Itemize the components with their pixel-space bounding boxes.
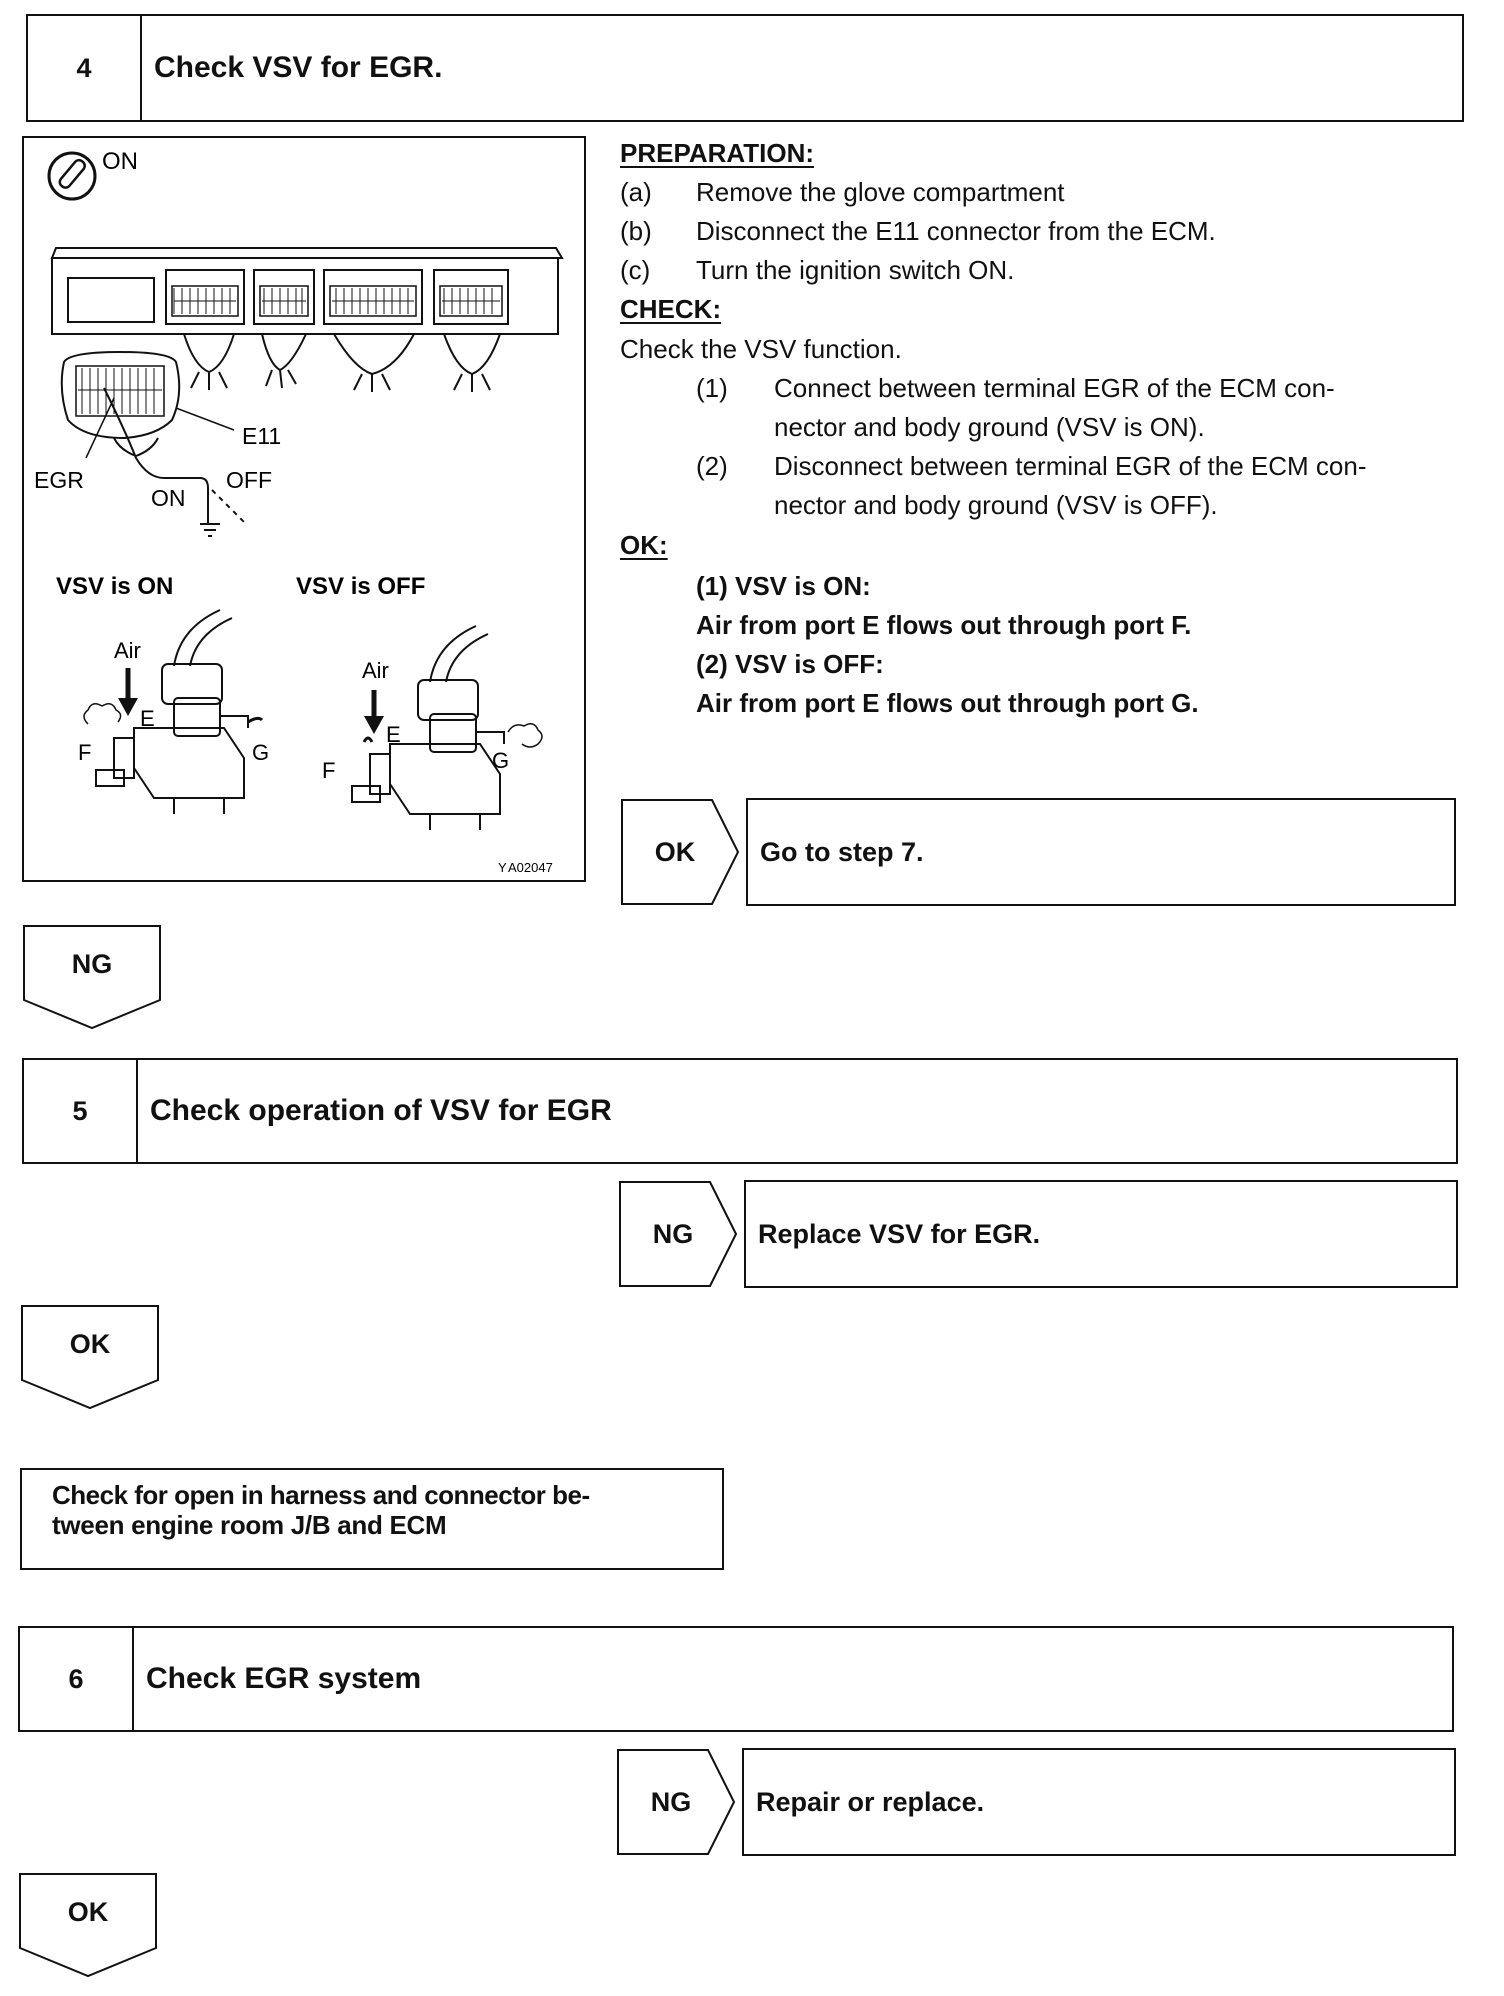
egr-terminal-label: EGR [34, 467, 84, 493]
port-e-label: E [386, 722, 401, 747]
check-text-2b: nector and body ground (VSV is OFF). [774, 490, 1218, 520]
port-e-label: E [140, 706, 155, 731]
check-intro: Check the VSV function. [620, 334, 902, 364]
ok-heading: OK: [620, 530, 668, 560]
ok-line-2: Air from port E flows out through port F. [696, 610, 1192, 640]
port-f-label: F [322, 758, 336, 783]
prep-mark-b: (b) [620, 216, 652, 246]
ok-line-3: (2) VSV is OFF: [696, 649, 884, 679]
prep-text-b: Disconnect the E11 connector from the ECM. [696, 216, 1216, 246]
step-6-header [18, 1626, 1454, 1732]
air-label: Air [114, 638, 141, 663]
port-f-label: F [78, 740, 92, 765]
e11-label: E11 [242, 423, 282, 449]
replace-vsv-box: Replace VSV for EGR. [744, 1180, 1458, 1288]
step-number: 4 [28, 16, 142, 120]
ok-down-arrow-label: OK [67, 1896, 109, 1927]
step-title: Check VSV for EGR. [154, 51, 443, 84]
repair-or-replace-box: Repair or replace. [742, 1748, 1456, 1856]
vsv-on-drawing [84, 610, 262, 814]
step-title: Check operation of VSV for EGR [150, 1094, 612, 1127]
ok-down-arrow-label: OK [69, 1328, 111, 1359]
figure-code: A02047 [508, 860, 553, 875]
ok-line-1: (1) VSV is ON: [696, 571, 871, 601]
illustration-drawing [24, 138, 584, 880]
vsv-off-heading: VSV is OFF [296, 573, 426, 600]
prep-mark-c: (c) [620, 255, 651, 285]
ng-arrow-label: NG [650, 1786, 692, 1817]
figure-code-prefix: Y [498, 860, 507, 875]
switch-on-label: ON [151, 485, 186, 511]
check-mark-2: (2) [696, 451, 728, 481]
ignition-switch-icon [49, 153, 95, 199]
check-mark-1: (1) [696, 373, 728, 403]
prep-text-a: Remove the glove compartment [696, 177, 1065, 207]
step-number: 6 [20, 1628, 134, 1730]
prep-mark-a: (a) [620, 177, 652, 207]
air-arrow-icon [364, 690, 384, 734]
ignition-label: ON [102, 148, 138, 175]
check-text-1b: nector and body ground (VSV is ON). [774, 412, 1205, 442]
e11-connector [62, 352, 234, 458]
vsv-on-heading: VSV is ON [56, 573, 174, 600]
preparation-heading: PREPARATION: [620, 138, 815, 168]
vsv-illustration [22, 136, 586, 882]
ok-arrow-label: OK [654, 836, 696, 867]
step-title: Check EGR system [146, 1662, 422, 1695]
check-heading: CHECK: [620, 294, 722, 324]
check-text-2: Disconnect between terminal EGR of the ECM con- [774, 451, 1367, 481]
switch-off-label: OFF [226, 467, 272, 493]
ng-arrow-label: NG [652, 1218, 694, 1249]
prep-text-c: Turn the ignition switch ON. [696, 255, 1015, 285]
step-number: 5 [24, 1060, 138, 1162]
ng-down-arrow-label: NG [71, 948, 113, 979]
check-text-1: Connect between terminal EGR of the ECM con- [774, 373, 1335, 403]
go-to-step-7-box: Go to step 7. [746, 798, 1456, 906]
air-label: Air [362, 658, 389, 683]
harness-check-line-2: tween engine room J/B and ECM [52, 1510, 447, 1540]
step-5-header [22, 1058, 1458, 1164]
port-g-label: G [252, 740, 270, 765]
air-arrow-icon [118, 668, 138, 716]
step-4-header [26, 14, 1464, 122]
port-g-label: G [492, 748, 510, 773]
harness-check-box [20, 1468, 724, 1570]
harness-check-line-1: Check for open in harness and connector be- [52, 1480, 590, 1510]
vsv-off-drawing [352, 626, 542, 830]
ok-line-4: Air from port E flows out through port G. [696, 688, 1199, 718]
ecm-connector-block [52, 248, 562, 392]
